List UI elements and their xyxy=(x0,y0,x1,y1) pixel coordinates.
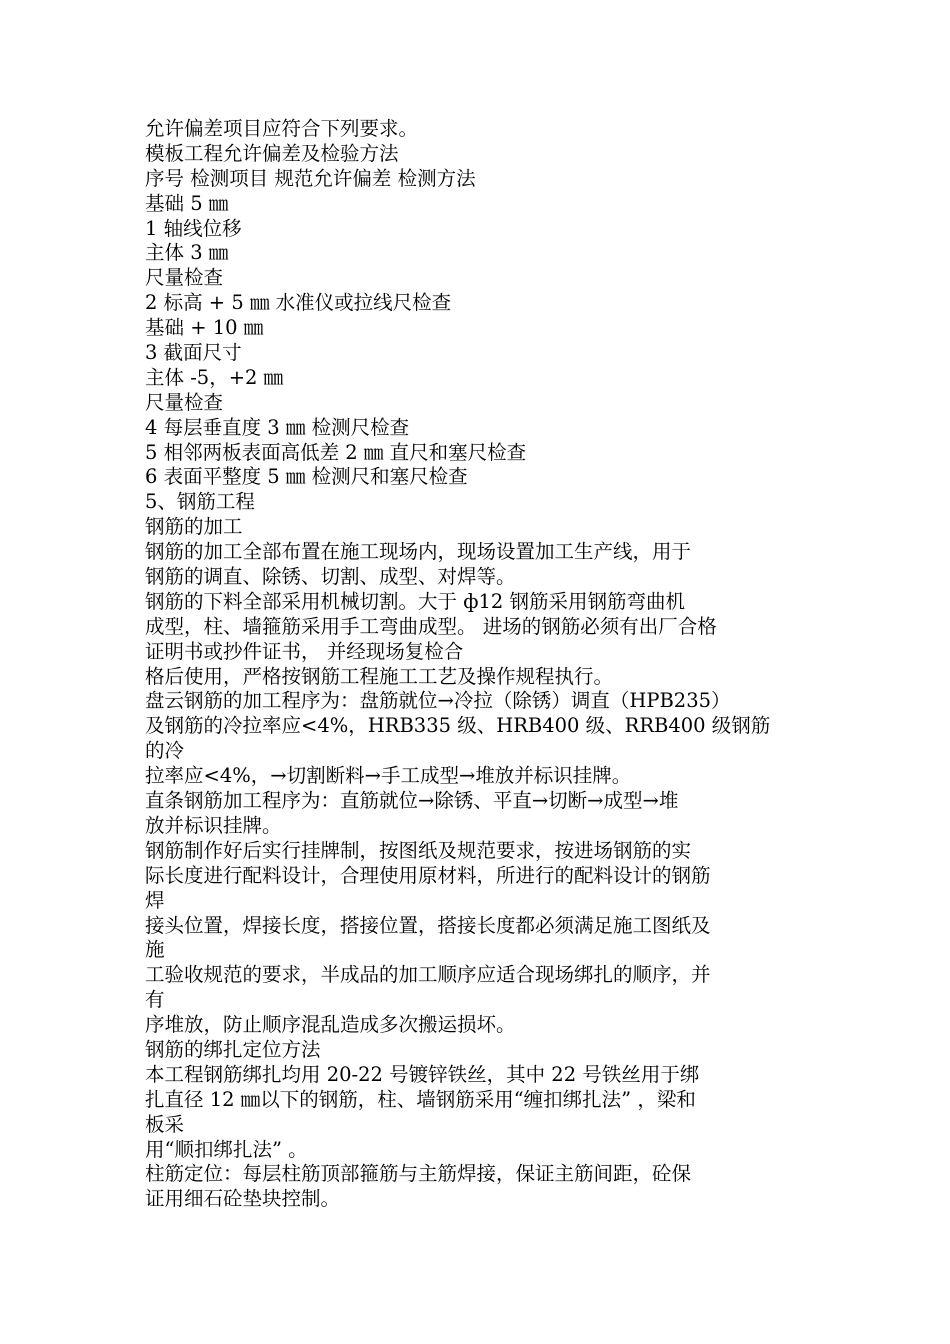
text-line: 钢筋的下料全部采用机械切割。大于 ф12 钢筋采用钢筋弯曲机 xyxy=(145,589,685,613)
subsection-heading: 钢筋的加工 xyxy=(145,515,243,539)
text-line: 主体 3 ㎜ xyxy=(145,241,229,265)
text-line: 工验收规范的要求，半成品的加工顺序应适合现场绑扎的顺序，并 xyxy=(145,963,711,987)
text-line: 序堆放，防止顺序混乱造成多次搬运损坏。 xyxy=(145,1013,516,1037)
text-line: 证明书或抄件证书， 并经现场复检合 xyxy=(145,639,464,663)
text-line: 际长度进行配料设计，合理使用原材料，所进行的配料设计的钢筋 xyxy=(145,863,711,887)
text-line: 基础 + 10 ㎜ xyxy=(145,316,264,340)
text-line: 尺量检查 xyxy=(145,390,224,414)
text-line: 模板工程允许偏差及检验方法 xyxy=(145,141,399,165)
text-line: 接头位置，焊接长度，搭接位置，搭接长度都必须满足施工图纸及 xyxy=(145,913,711,937)
text-line: 1 轴线位移 xyxy=(145,216,242,240)
text-line: 4 每层垂直度 3 ㎜ 检测尺检查 xyxy=(145,415,410,439)
text-line: 2 标高 + 5 ㎜ 水准仪或拉线尺检查 xyxy=(145,291,452,315)
text-line: 有 xyxy=(145,988,165,1012)
text-line: 盘云钢筋的加工程序为：盘筋就位→冷拉（除锈）调直（HPB235） xyxy=(145,689,731,713)
document-body xyxy=(145,117,825,1212)
text-line: 直条钢筋加工程序为：直筋就位→除锈、平直→切断→成型→堆 xyxy=(145,789,679,813)
text-line: 及钢筋的冷拉率应<4%，HRB335 级、HRB400 级、RRB400 级钢筋 xyxy=(145,714,771,738)
text-line: 允许偏差项目应符合下列要求。 xyxy=(145,117,419,140)
text-line: 钢筋的加工全部布置在施工现场内，现场设置加工生产线，用于 xyxy=(145,540,692,564)
text-line: 的冷 xyxy=(145,739,185,763)
text-line: 拉率应<4%，→切割断料→手工成型→堆放并标识挂牌。 xyxy=(145,764,632,788)
text-line: 本工程钢筋绑扎均用 20-22 号镀锌铁丝，其中 22 号铁丝用于绑 xyxy=(145,1062,700,1086)
text-line: 扎直径 12 ㎜以下的钢筋，柱、墙钢筋采用“缠扣绑扎法” ，梁和 xyxy=(145,1087,696,1111)
subsection-heading: 钢筋的绑扎定位方法 xyxy=(145,1037,321,1061)
text-line: 钢筋的调直、除锈、切割、成型、对焊等。 xyxy=(145,565,516,589)
text-line: 格后使用，严格按钢筋工程施工工艺及操作规程执行。 xyxy=(145,664,614,688)
text-line: 柱筋定位：每层柱筋顶部箍筋与主筋焊接，保证主筋间距，砼保 xyxy=(145,1162,692,1186)
text-line: 主体 -5，+2 ㎜ xyxy=(145,365,284,389)
text-line: 板采 xyxy=(145,1112,185,1136)
text-line: 钢筋制作好后实行挂牌制，按图纸及规范要求，按进场钢筋的实 xyxy=(145,838,692,862)
text-line: 证用细石砼垫块控制。 xyxy=(145,1187,341,1211)
text-line: 尺量检查 xyxy=(145,266,224,290)
text-line: 用“顺扣绑扎法” 。 xyxy=(145,1137,308,1161)
text-line: 6 表面平整度 5 ㎜ 检测尺和塞尺检查 xyxy=(145,465,468,489)
text-line: 施 xyxy=(145,938,165,962)
text-line: 5 相邻两板表面高低差 2 ㎜ 直尺和塞尺检查 xyxy=(145,440,527,464)
text-line: 放并标识挂牌。 xyxy=(145,813,282,837)
text-line: 成型，柱、墙箍筋采用手工弯曲成型。 进场的钢筋必须有出厂合格 xyxy=(145,614,717,638)
text-line: 焊 xyxy=(145,888,165,912)
text-line: 3 截面尺寸 xyxy=(145,341,242,365)
text-line: 序号 检测项目 规范允许偏差 检测方法 xyxy=(145,166,476,190)
text-line: 基础 5 ㎜ xyxy=(145,191,229,215)
section-heading: 5、钢筋工程 xyxy=(145,490,255,514)
